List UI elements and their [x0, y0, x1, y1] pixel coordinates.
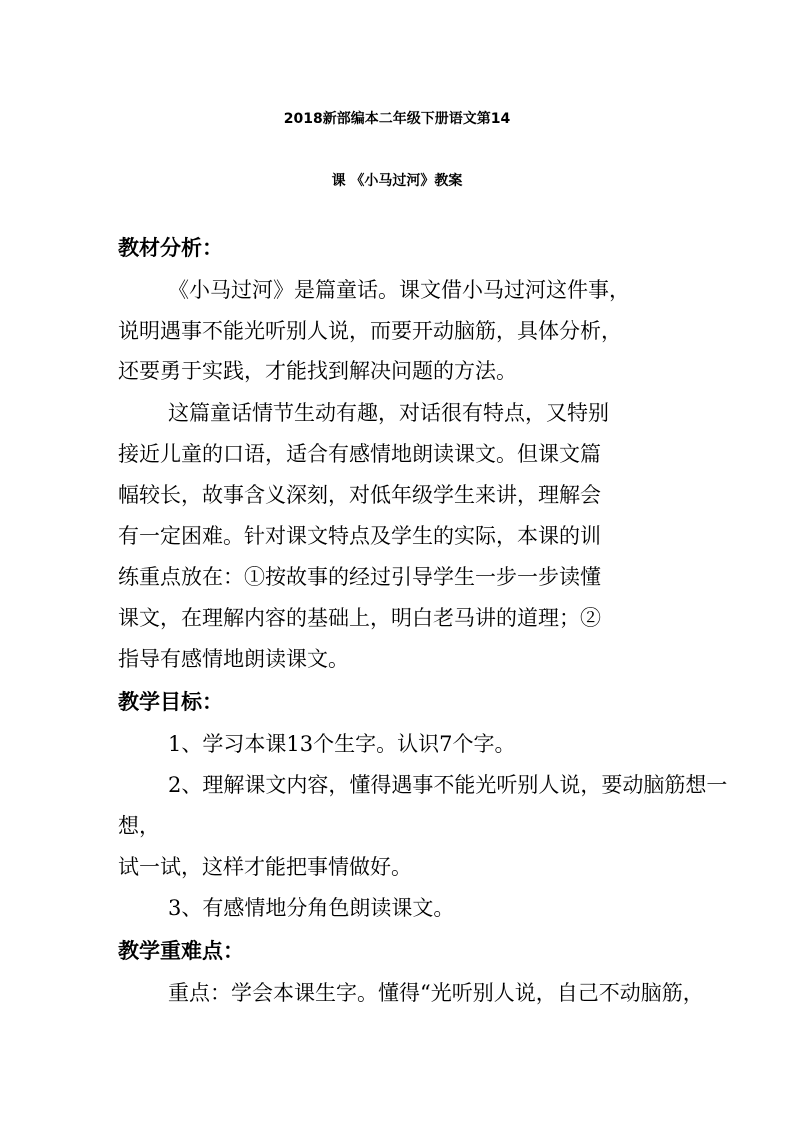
- goal-item: 1、学习本课13个生字。认识7个字。: [168, 732, 516, 756]
- goal-item-continuation: 想，: [118, 814, 160, 838]
- paragraph-line: 有一定困难。针对课文特点及学生的实际，本课的训: [118, 524, 601, 548]
- section-heading-goals: 教学目标：: [118, 690, 223, 714]
- paragraph-line: 这篇童话情节生动有趣，对话很有特点，又特别: [168, 401, 609, 425]
- paragraph-line: 说明遇事不能光听别人说，而要开动脑筋，具体分析，: [118, 319, 622, 343]
- paragraph-line: 接近儿童的口语，适合有感情地朗读课文。但课文篇: [118, 442, 601, 466]
- key-point-line: 重点：学会本课生字。懂得“光听别人说，自己不动脑筋，: [168, 981, 704, 1005]
- section-heading-analysis: 教材分析：: [118, 236, 223, 260]
- paragraph-line: 练重点放在：①按故事的经过引导学生一步一步读懂: [118, 565, 601, 589]
- document-title-line-1: 2018新部编本二年级下册语文第14: [283, 111, 511, 127]
- paragraph-line: 《小马过河》是篇童话。课文借小马过河这件事，: [168, 278, 630, 302]
- paragraph-line: 课文，在理解内容的基础上，明白老马讲的道理；②: [118, 606, 601, 630]
- paragraph-line: 幅较长，故事含义深刻，对低年级学生来讲，理解会: [118, 483, 601, 507]
- document-title-line-2: 课 《小马过河》教案: [331, 173, 463, 189]
- goal-item-continuation: 试一试，这样才能把事情做好。: [118, 855, 412, 879]
- paragraph-line: 指导有感情地朗读课文。: [118, 647, 349, 671]
- goal-item: 3、有感情地分角色朗读课文。: [168, 896, 455, 920]
- paragraph-line: 还要勇于实践，才能找到解决问题的方法。: [118, 359, 517, 383]
- goal-item: 2、理解课文内容，懂得遇事不能光听别人说，要动脑筋想一: [168, 773, 728, 797]
- section-heading-key-points: 教学重难点：: [118, 939, 244, 963]
